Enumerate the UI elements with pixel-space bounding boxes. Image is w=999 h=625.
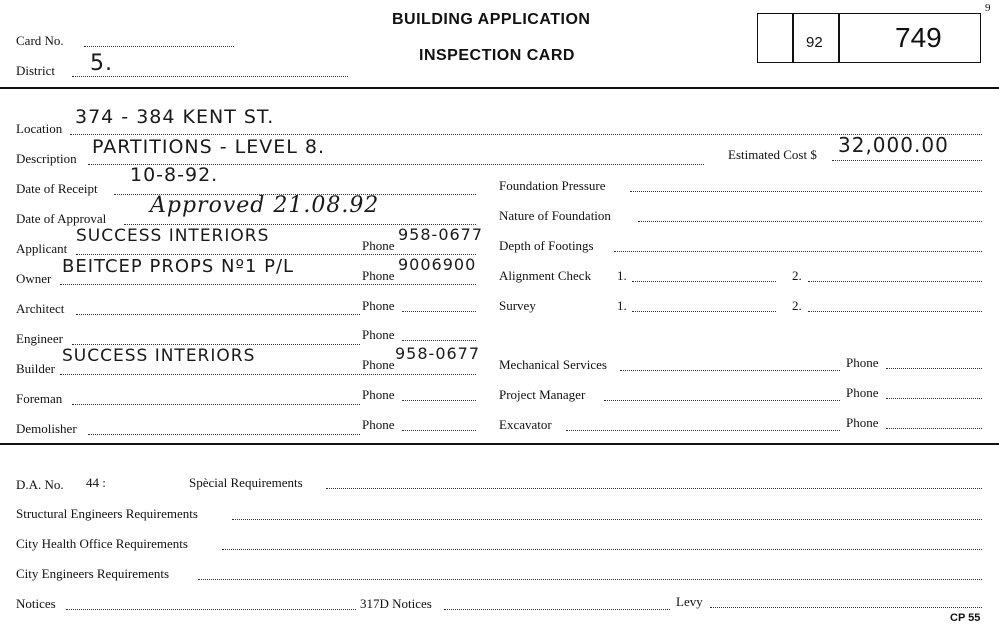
owner-phone-value: 9006900	[398, 255, 477, 274]
mechanical-services-phone-label: Phone	[846, 355, 879, 370]
mechanical-services-label: Mechanical Services	[499, 357, 607, 372]
card-no-label: Card No.	[16, 33, 64, 48]
card-number-box	[757, 13, 981, 63]
excavator-line	[566, 430, 840, 431]
survey-line-2	[808, 311, 982, 312]
date-of-receipt-label: Date of Receipt	[16, 181, 98, 196]
architect-phone-line	[402, 311, 476, 312]
applicant-label: Applicant	[16, 241, 68, 256]
description-value: PARTITIONS - LEVEL 8.	[92, 136, 325, 158]
owner-label: Owner	[16, 271, 52, 286]
da-no-label: D.A. No.	[16, 477, 64, 492]
depth-of-footings-label: Depth of Footings	[499, 238, 594, 253]
description-label: Description	[16, 151, 77, 166]
date-of-approval-value: Approved 21.08.92	[150, 193, 380, 218]
alignment-check-1: 1.	[617, 268, 627, 283]
engineer-line	[72, 344, 360, 345]
box-divider-2	[838, 13, 840, 63]
divider-top	[0, 87, 999, 89]
city-engineers-line	[198, 579, 982, 580]
engineer-phone-line	[402, 340, 476, 341]
card-number: 749	[895, 22, 942, 53]
year-box: 92	[806, 34, 823, 51]
foreman-phone-label: Phone	[362, 387, 395, 402]
applicant-value: SUCCESS INTERIORS	[76, 226, 270, 246]
divider-middle	[0, 443, 999, 445]
owner-line	[60, 284, 476, 285]
builder-label: Builder	[16, 361, 55, 376]
special-requirements-line	[326, 488, 982, 489]
notices-label: Notices	[16, 596, 56, 611]
foundation-pressure-line	[630, 191, 982, 192]
title-line-1: BUILDING APPLICATION	[392, 11, 591, 28]
form-code: CP 55	[950, 612, 981, 624]
builder-phone-label: Phone	[362, 357, 395, 372]
nature-of-foundation-label: Nature of Foundation	[499, 208, 611, 223]
demolisher-line	[88, 434, 360, 435]
owner-value: BEITCEP PROPS Nº1 P/L	[62, 256, 295, 277]
demolisher-label: Demolisher	[16, 421, 77, 436]
mechanical-services-phone-line	[886, 368, 982, 369]
corner-mark: 9	[985, 2, 991, 14]
builder-value: SUCCESS INTERIORS	[62, 346, 256, 366]
date-of-receipt-value: 10-8-92.	[130, 164, 219, 186]
box-divider-1	[792, 13, 794, 63]
levy-label: Levy	[676, 594, 703, 609]
excavator-phone-line	[886, 428, 982, 429]
structural-engineers-label: Structural Engineers Requirements	[16, 506, 198, 521]
depth-of-footings-line	[614, 251, 982, 252]
city-health-office-label: City Health Office Requirements	[16, 536, 188, 551]
survey-line-1	[632, 311, 776, 312]
applicant-phone-label: Phone	[362, 238, 395, 253]
survey-label: Survey	[499, 298, 536, 313]
project-manager-phone-line	[886, 398, 982, 399]
notices-line	[66, 609, 356, 610]
project-manager-line	[604, 400, 840, 401]
engineer-phone-label: Phone	[362, 327, 395, 342]
location-value: 374 - 384 KENT ST.	[75, 106, 275, 128]
survey-1: 1.	[617, 298, 627, 313]
foreman-line	[72, 404, 360, 405]
da-no-value: 44 :	[86, 475, 106, 490]
applicant-phone-value: 958-0677	[398, 225, 484, 244]
excavator-phone-label: Phone	[846, 415, 879, 430]
foreman-label: Foreman	[16, 391, 63, 406]
architect-phone-label: Phone	[362, 298, 395, 313]
foundation-pressure-label: Foundation Pressure	[499, 178, 606, 193]
alignment-check-2: 2.	[792, 268, 802, 283]
date-of-approval-label: Date of Approval	[16, 211, 107, 226]
survey-2: 2.	[792, 298, 802, 313]
owner-phone-label: Phone	[362, 268, 395, 283]
notices-317d-label: 317D Notices	[360, 596, 432, 611]
district-line	[72, 76, 348, 77]
district-label: District	[16, 63, 55, 78]
nature-of-foundation-line	[638, 221, 982, 222]
card-no-line	[84, 46, 234, 47]
location-label: Location	[16, 121, 63, 136]
foreman-phone-line	[402, 400, 476, 401]
structural-engineers-line	[232, 519, 982, 520]
estimated-cost-line	[832, 160, 982, 161]
builder-phone-value: 958-0677	[395, 344, 481, 363]
estimated-cost-label: Estimated Cost $	[728, 147, 817, 162]
special-requirements-label: Spècial Requirements	[189, 475, 303, 490]
demolisher-phone-label: Phone	[362, 417, 395, 432]
city-health-office-line	[222, 549, 982, 550]
project-manager-phone-label: Phone	[846, 385, 879, 400]
levy-line	[710, 607, 982, 608]
builder-line	[60, 374, 476, 375]
architect-line	[76, 314, 360, 315]
city-engineers-label: City Engineers Requirements	[16, 566, 170, 581]
district-value: 5.	[90, 51, 113, 76]
demolisher-phone-line	[402, 430, 476, 431]
excavator-label: Excavator	[499, 417, 552, 432]
project-manager-label: Project Manager	[499, 387, 586, 402]
notices-317d-line	[444, 609, 670, 610]
alignment-check-label: Alignment Check	[499, 268, 592, 283]
mechanical-services-line	[620, 370, 840, 371]
estimated-cost-value: 32,000.00	[838, 133, 949, 157]
architect-label: Architect	[16, 301, 65, 316]
alignment-check-line-1	[632, 281, 776, 282]
engineer-label: Engineer	[16, 331, 63, 346]
title-line-2: INSPECTION CARD	[419, 47, 575, 64]
alignment-check-line-2	[808, 281, 982, 282]
